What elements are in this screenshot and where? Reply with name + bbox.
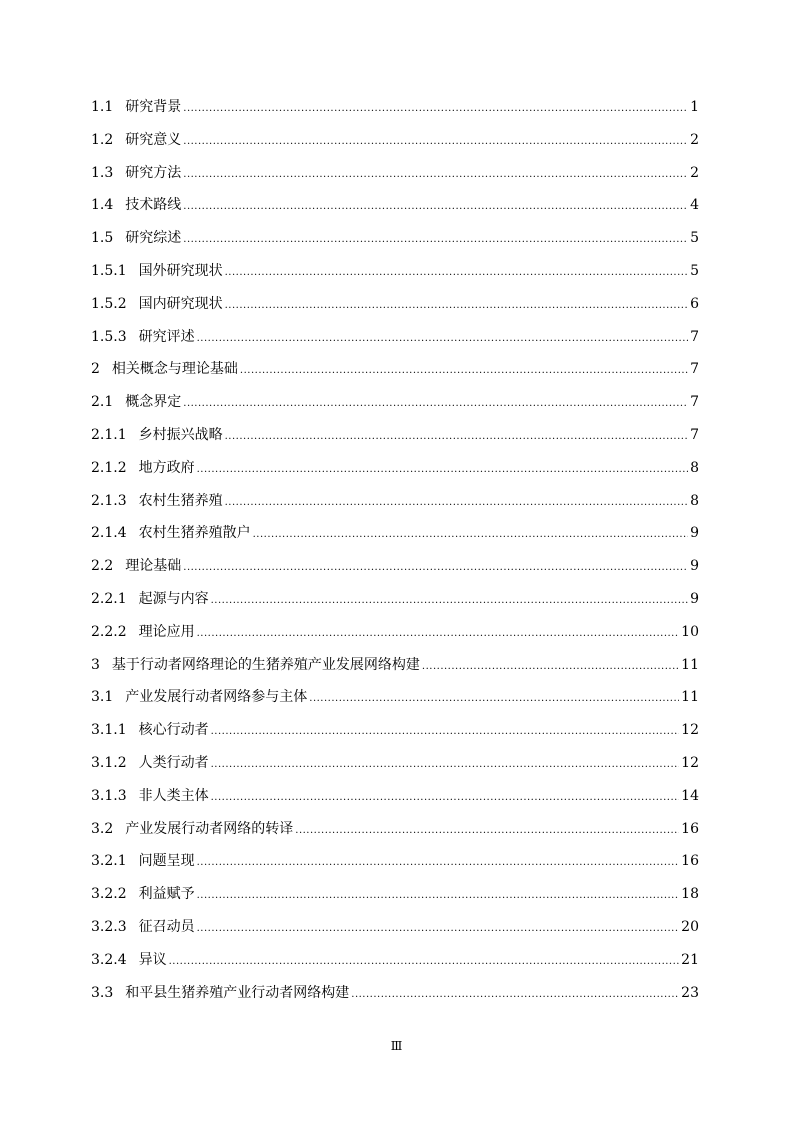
toc-dot-leader [197,880,680,913]
toc-dot-leader [183,93,688,126]
toc-entry-number: 2.2 [91,558,114,575]
toc-dot-leader [295,815,679,848]
toc-entry[interactable] [91,386,699,419]
toc-entry-page: 2 [690,131,699,148]
toc-entry-title: 核心行动者 [138,722,209,739]
toc-dot-leader [169,946,680,979]
toc-entry-page: 2 [690,164,699,181]
toc-entry-page: 12 [681,722,699,739]
toc-entry-number: 3.2.3 [91,918,127,935]
toc-entry[interactable] [91,878,699,911]
toc-entry[interactable] [91,681,699,714]
toc-entry-page: 9 [690,525,699,542]
toc-entry-title: 研究背景 [125,99,182,115]
toc-dot-leader [197,454,688,487]
toc-entry-number: 3.1 [91,689,114,706]
toc-entry-number: 2 [91,361,100,378]
toc-entry[interactable] [91,124,699,157]
toc-entry-page: 18 [681,886,699,903]
toc-entry-number: 2.1.2 [91,459,127,476]
toc-entry-page: 12 [681,754,699,771]
toc-dot-leader [183,388,688,421]
toc-entry-number: 1.3 [91,164,114,181]
toc-entry-number: 3 [91,656,100,673]
toc-entry-page: 9 [690,558,699,575]
toc-entry-number: 1.5.2 [91,295,127,312]
toc-entry-title: 人类行动者 [138,754,209,771]
toc-entry-title: 相关概念与理论基础 [111,361,238,378]
toc-entry-title: 基于行动者网络理论的生猪养殖产业发展网络构建 [111,656,420,673]
toc-entry-number: 3.2.1 [91,853,127,870]
page-number: Ⅲ [390,1039,403,1053]
toc-dot-leader [211,716,680,749]
toc-dot-leader [211,749,680,782]
toc-entry[interactable] [91,485,699,518]
toc-dot-leader [211,782,680,815]
toc-entry-number: 1.5.1 [91,262,127,279]
toc-entry-number: 3.2 [91,820,114,837]
toc-dot-leader [225,290,688,323]
toc-entry-page: 7 [690,361,699,378]
toc-entry[interactable] [91,714,699,747]
toc-entry-page: 7 [690,328,699,345]
toc-entry-title: 研究评述 [138,328,195,345]
toc-entry[interactable] [91,288,699,321]
toc-entry-title: 研究综述 [125,230,182,247]
toc-entry-number: 2.1.4 [91,525,127,542]
toc-entry-title: 研究意义 [125,131,182,148]
toc-dot-leader [309,683,679,716]
toc-entry-title: 国内研究现状 [138,295,223,312]
toc-entry[interactable] [91,419,699,452]
toc-entry-page: 5 [690,262,699,279]
toc-entry-number: 3.1.2 [91,754,127,771]
toc-entry[interactable] [91,845,699,878]
toc-entry-title: 产业发展行动者网络的转译 [125,820,294,837]
toc-entry-page: 10 [681,623,699,640]
toc-entry-number: 3.2.2 [91,886,127,903]
toc-dot-leader [197,618,680,651]
toc-dot-leader [197,913,680,946]
toc-entry-title: 和平县生猪养殖产业行动者网络构建 [125,984,350,1001]
toc-entry-title: 国外研究现状 [138,262,223,279]
toc-entry-page: 14 [681,787,699,804]
toc-entry-page: 11 [681,689,699,706]
toc-entry-page: 21 [681,951,699,968]
toc-entry-page: 16 [681,820,699,837]
toc-entry-number: 3.2.4 [91,951,127,968]
toc-entry-number: 2.1 [91,394,114,411]
toc-dot-leader [225,487,688,520]
toc-entry[interactable] [91,189,699,222]
toc-entry-title: 异议 [138,951,167,968]
toc-dot-leader [183,126,688,159]
toc-entry-number: 1.2 [91,131,114,148]
toc-dot-leader [351,979,679,1012]
table-of-contents [91,91,699,1009]
toc-dot-leader [422,651,679,684]
toc-entry-page: 4 [690,197,699,214]
toc-entry-page: 6 [690,295,699,312]
toc-entry[interactable] [91,321,699,354]
toc-dot-leader [183,191,688,224]
toc-entry-title: 非人类主体 [138,787,209,804]
toc-entry[interactable] [91,353,699,386]
toc-entry-title: 理论应用 [138,623,195,640]
toc-entry-title: 农村生猪养殖 [138,492,223,509]
toc-entry-number: 3.3 [91,984,114,1001]
toc-dot-leader [225,421,688,454]
toc-entry[interactable] [91,977,699,1010]
toc-dot-leader [197,323,688,356]
toc-entry-title: 地方政府 [138,459,195,476]
toc-entry-page: 1 [690,99,699,115]
toc-entry-page: 8 [690,459,699,476]
toc-entry[interactable] [91,911,699,944]
toc-entry-number: 3.1.1 [91,722,127,739]
toc-entry-title: 征召动员 [138,918,195,935]
toc-entry[interactable] [91,91,699,124]
toc-entry-page: 11 [681,656,699,673]
toc-entry-page: 5 [690,230,699,247]
toc-entry-number: 1.5 [91,230,114,247]
toc-entry-number: 1.4 [91,197,114,214]
toc-entry-number: 1.5.3 [91,328,127,345]
toc-entry[interactable] [91,616,699,649]
toc-dot-leader [183,159,688,192]
toc-entry-page: 16 [681,853,699,870]
toc-entry[interactable] [91,222,699,255]
toc-entry-page: 23 [681,984,699,1001]
toc-entry-title: 问题呈现 [138,853,195,870]
toc-dot-leader [183,552,688,585]
toc-entry-number: 2.1.1 [91,426,127,443]
toc-entry-page: 8 [690,492,699,509]
toc-entry-page: 7 [690,426,699,443]
toc-entry-page: 7 [690,394,699,411]
toc-entry-number: 2.2.1 [91,590,127,607]
toc-entry-title: 农村生猪养殖散户 [138,525,251,542]
toc-entry-number: 2.2.2 [91,623,127,640]
toc-entry[interactable] [91,517,699,550]
toc-entry[interactable] [91,550,699,583]
toc-entry-title: 产业发展行动者网络参与主体 [125,689,308,706]
toc-entry-title: 概念界定 [125,394,182,411]
toc-entry-title: 乡村振兴战略 [138,426,223,443]
toc-entry[interactable] [91,813,699,846]
toc-entry-title: 起源与内容 [138,590,209,607]
toc-entry[interactable] [91,452,699,485]
toc-entry-page: 20 [681,918,699,935]
toc-dot-leader [240,355,688,388]
toc-entry-title: 理论基础 [125,558,182,575]
toc-entry-number: 3.1.3 [91,787,127,804]
toc-entry[interactable] [91,255,699,288]
toc-entry-title: 研究方法 [125,164,182,181]
toc-dot-leader [225,257,688,290]
toc-dot-leader [197,847,680,880]
toc-entry[interactable] [91,649,699,682]
toc-dot-leader [183,224,688,257]
toc-entry[interactable] [91,583,699,616]
toc-entry[interactable] [91,157,699,190]
toc-entry-title: 技术路线 [125,197,182,214]
toc-entry[interactable] [91,944,699,977]
toc-entry[interactable] [91,780,699,813]
toc-entry-number: 1.1 [91,99,114,115]
toc-entry-title: 利益赋予 [138,886,195,903]
toc-entry[interactable] [91,747,699,780]
toc-entry-page: 9 [690,590,699,607]
toc-dot-leader [211,585,688,618]
toc-entry-number: 2.1.3 [91,492,127,509]
toc-dot-leader [253,519,688,552]
